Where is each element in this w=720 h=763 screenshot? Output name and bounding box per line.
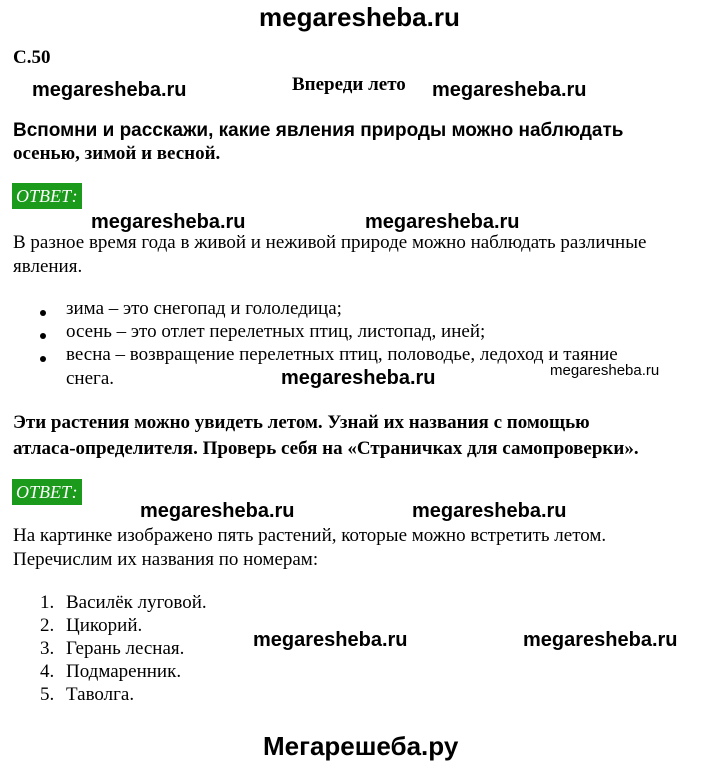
answer-badge: ОТВЕТ: xyxy=(12,183,82,209)
page-number: С.50 xyxy=(13,47,51,68)
watermark: megaresheba.ru xyxy=(432,79,587,101)
watermark: megaresheba.ru xyxy=(253,629,408,651)
answer1-intro-line2: явления. xyxy=(13,256,83,277)
watermark: megaresheba.ru xyxy=(91,211,246,233)
task2-line1: Эти растения можно увидеть летом. Узнай их названия с помощью xyxy=(13,412,590,433)
bullet-dot xyxy=(40,356,46,362)
lesson-title: Впереди лето xyxy=(292,74,406,95)
watermark: megaresheba.ru xyxy=(523,629,678,651)
watermark: megaresheba.ru xyxy=(412,500,567,522)
list-item: Таволга. xyxy=(66,684,135,705)
header-watermark: megaresheba.ru xyxy=(259,2,460,32)
bullet-dot xyxy=(40,310,46,316)
bullet-item: зима – это снегопад и гололедица; xyxy=(66,298,342,319)
watermark: megaresheba.ru xyxy=(32,79,187,101)
task1-line2: осенью, зимой и весной. xyxy=(13,143,221,164)
list-item-number: 2. xyxy=(40,615,55,636)
list-item: Василёк луговой. xyxy=(66,592,207,613)
answer-badge: ОТВЕТ: xyxy=(12,479,82,505)
task2-line2: атласа-определителя. Проверь себя на «Страничках для самопроверки». xyxy=(13,438,639,459)
bullet-item: весна – возвращение перелетных птиц, половодье, ледоход и таяние xyxy=(66,344,618,365)
bullet-dot xyxy=(40,333,46,339)
answer1-intro-line1: В разное время года в живой и неживой природе можно наблюдать различные xyxy=(13,232,647,253)
list-item: Подмаренник. xyxy=(66,661,182,682)
list-item-number: 1. xyxy=(40,592,55,613)
list-item-number: 3. xyxy=(40,638,55,659)
list-item-number: 5. xyxy=(40,684,55,705)
task1-line1: Вспомни и расскажи, какие явления природы можно наблюдать xyxy=(13,120,624,141)
footer-watermark: Мегарешеба.ру xyxy=(263,731,459,761)
answer2-intro-line1: На картинке изображено пять растений, которые можно встретить летом. xyxy=(13,525,607,546)
watermark: megaresheba.ru xyxy=(281,367,436,389)
list-item: Цикорий. xyxy=(66,615,143,636)
list-item: Герань лесная. xyxy=(66,638,185,659)
watermark-small: megaresheba.ru xyxy=(550,362,660,379)
bullet-item: осень – это отлет перелетных птиц, листопад, иней; xyxy=(66,321,486,342)
answer2-intro-line2: Перечислим их названия по номерам: xyxy=(13,549,319,570)
bullet-item-continued: снега. xyxy=(66,368,115,389)
list-item-number: 4. xyxy=(40,661,55,682)
watermark: megaresheba.ru xyxy=(140,500,295,522)
watermark: megaresheba.ru xyxy=(365,211,520,233)
